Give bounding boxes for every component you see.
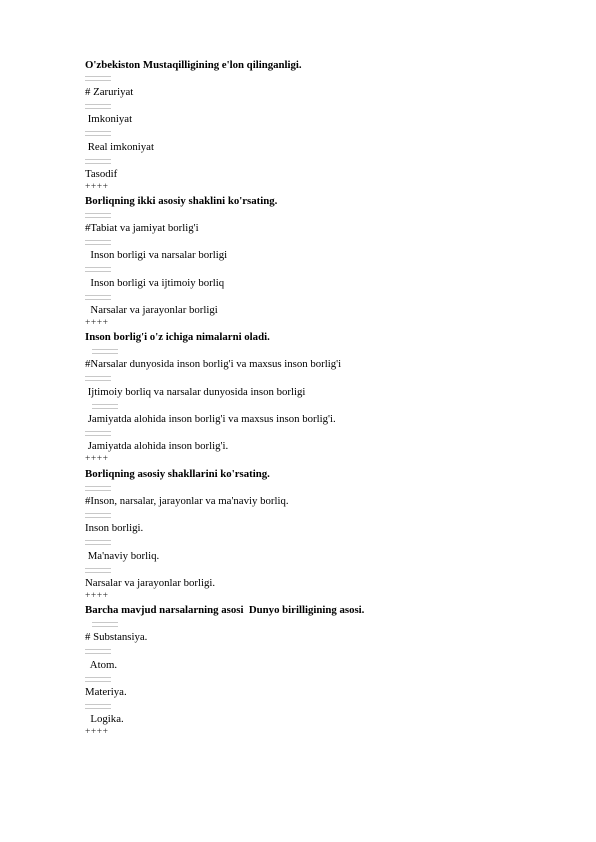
answer-option: Tasodif bbox=[85, 168, 118, 180]
question-text: Borliqning ikki asosiy shaklini ko'rsating. bbox=[85, 195, 278, 207]
separator-line bbox=[85, 677, 111, 682]
answer-option: Narsalar va jarayonlar borligi bbox=[85, 304, 218, 316]
answer-option: Atom. bbox=[85, 659, 118, 671]
answer-option: Narsalar va jarayonlar borligi. bbox=[85, 577, 216, 589]
end-marker: ++++ bbox=[85, 454, 109, 464]
answer-option: #Tabiat va jamiyat borlig'i bbox=[85, 222, 199, 234]
question-text: O'zbekiston Mustaqilligining e'lon qilinganligi. bbox=[85, 59, 302, 71]
separator-line bbox=[92, 622, 118, 627]
separator-line bbox=[92, 404, 118, 409]
answer-option: Imkoniyat bbox=[85, 113, 133, 125]
answer-option: Logika. bbox=[85, 713, 124, 725]
answer-option: Materiya. bbox=[85, 686, 127, 698]
answer-option: #Inson, narsalar, jarayonlar va ma'naviy borliq. bbox=[85, 495, 289, 507]
separator-line bbox=[85, 76, 111, 81]
separator-line bbox=[85, 267, 111, 272]
separator-line bbox=[85, 104, 111, 109]
answer-option: Real imkoniyat bbox=[85, 141, 154, 153]
separator-line bbox=[85, 704, 111, 709]
question-text: Borliqning asosiy shakllarini ko'rsating. bbox=[85, 468, 270, 480]
end-marker: ++++ bbox=[85, 182, 109, 192]
answer-option: Inson borligi. bbox=[85, 522, 144, 534]
separator-line bbox=[92, 349, 118, 354]
end-marker: ++++ bbox=[85, 727, 109, 737]
separator-line bbox=[85, 295, 111, 300]
end-marker: ++++ bbox=[85, 591, 109, 601]
answer-option: Inson borligi va ijtimoiy borliq bbox=[85, 277, 225, 289]
answer-option: Jamiyatda alohida inson borlig'i. bbox=[85, 440, 229, 452]
separator-line bbox=[85, 376, 111, 381]
answer-option: # Substansiya. bbox=[85, 631, 148, 643]
answer-option: Ma'naviy borliq. bbox=[85, 550, 160, 562]
answer-option: Jamiyatda alohida inson borlig'i va maxsus inson borlig'i. bbox=[85, 413, 336, 425]
separator-line bbox=[85, 131, 111, 136]
separator-line bbox=[85, 486, 111, 491]
answer-option: #Narsalar dunyosida inson borlig'i va maxsus inson borlig'i bbox=[85, 358, 342, 370]
answer-option: # Zaruriyat bbox=[85, 86, 134, 98]
separator-line bbox=[85, 649, 111, 654]
separator-line bbox=[85, 540, 111, 545]
separator-line bbox=[85, 431, 111, 436]
separator-line bbox=[85, 513, 111, 518]
separator-line bbox=[85, 159, 111, 164]
answer-option: Ijtimoiy borliq va narsalar dunyosida inson borligi bbox=[85, 386, 306, 398]
separator-line bbox=[85, 240, 111, 245]
question-text: Inson borlig'i o'z ichiga nimalarni oladi. bbox=[85, 331, 270, 343]
end-marker: ++++ bbox=[85, 318, 109, 328]
separator-line bbox=[85, 568, 111, 573]
separator-line bbox=[85, 213, 111, 218]
answer-option: Inson borligi va narsalar borligi bbox=[85, 249, 228, 261]
question-text: Barcha mavjud narsalarning asosi Dunyo birilligining asosi. bbox=[85, 604, 365, 616]
